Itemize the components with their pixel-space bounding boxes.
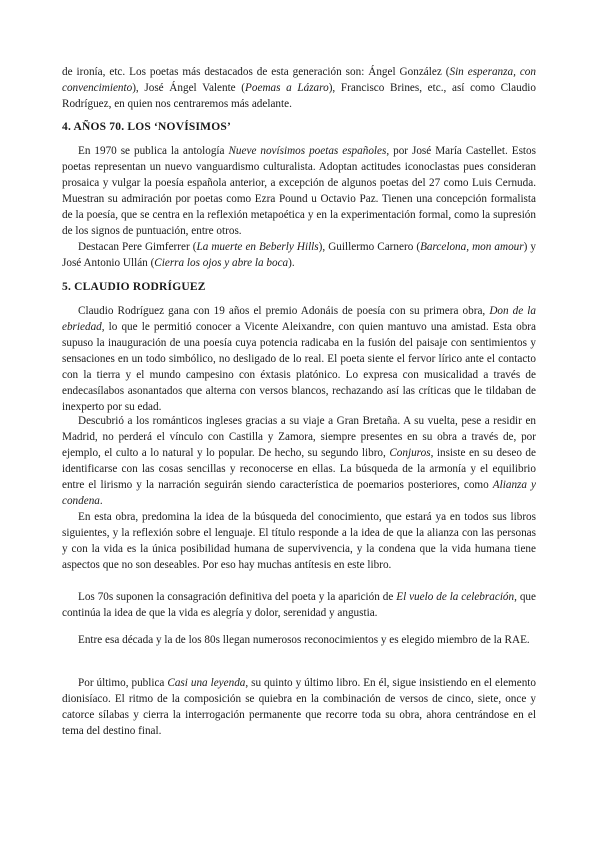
claudio-paragraph-2: Descubrió a los románticos ingleses gracias a su viaje a Gran Bretaña. A su vuelta, pese a residir en Madrid, no perderá el vínculo con Castilla y Zamora, siempre presentes en su obra a través de, por ejemplo, el culto a lo natural y lo popular. De hecho, su segundo libro, Conjuros, insiste en su deseo de identificarse con las cosas sencillas y reconocerse en ellas. La búsqueda de la armonía y el equilibrio entre el lirismo y la narración seguirán siendo característica de poemarios posteriores, como Alianza y condena. [62, 415, 537, 507]
claudio-paragraph-6: Por último, publica Casi una leyenda, su quinto y último libro. En él, sigue insistiendo en el elemento dionisíaco. El ritmo de la composición se quiebra en la combinación de versos de cinco, siete, once y catorce sílabas y cierra la interrogación permanente que recorre toda su obra, ahora centrándose en el tema del destino final. [62, 677, 537, 737]
claudio-paragraph-5: Entre esa década y la de los 80s llegan numerosos reconocimientos y es elegido miembro de la RAE. [78, 634, 530, 646]
novisimos-paragraph-2: Destacan Pere Gimferrer (La muerte en Beberly Hills), Guillermo Carnero (Barcelona, mon amour) y José Antonio Ullán (Cierra los ojos y abre la boca). [62, 241, 536, 269]
claudio-paragraph-4: Los 70s suponen la consagración definitiva del poeta y la aparición de El vuelo de la celebración, que continúa la idea de que la vida es alegría y dolor, serenidad y angustia. [62, 591, 536, 619]
novisimos-paragraph-1: En 1970 se publica la antología Nueve novísimos poetas españoles, por José María Castellet. Estos poetas representan un nuevo vanguardismo culturalista. Adoptan actitudes iconoclastas pues consideran prosaica y vulgar la poesía española anterior, a excepción de algunos poetas del 27 como Luis Cernuda. Muestran su admiración por poetas como Ezra Pound u Octavio Paz. Tienen una concepción formalista de la poesía, que se centra en la reflexión metapoética y en la experimentación formal, como la supresión de los signos de puntuación, entre otros. [62, 145, 536, 237]
section-heading-claudio-rodriguez: 5. CLAUDIO RODRÍGUEZ [62, 281, 206, 293]
section-heading-novisimos: 4. AÑOS 70. LOS ‘NOVÍSIMOS’ [62, 121, 231, 133]
claudio-paragraph-1: Claudio Rodríguez gana con 19 años el premio Adonáis de poesía con su primera obra, Don de la ebriedad, lo que le permitió conocer a Vicente Aleixandre, con quien mantuvo una amistad. Esta obra supuso la inauguración de una poesía cuya potencia radicaba en la fusión del paisaje con sentimientos y sensaciones en un todo simbólico, no desligado de lo real. El poeta siente el fervor lírico ante el contacto con la tierra y el mundo campesino con éxtasis platónico. Lo expresa con musicalidad a través de endecasílabos asonantados que alterna con versos blancos, rechazando así las críticas que le tildaban de inexperto por su edad. [62, 305, 536, 413]
claudio-paragraph-3: En esta obra, predomina la idea de la búsqueda del conocimiento, que estará ya en todos sus libros siguientes, y la reflexión sobre el lenguaje. El título responde a la idea de que la alianza con las personas y con la vida es la única posibilidad humana de supervivencia, y la condena que la vida humana tiene aspectos que no son deseables. Por eso hay muchas antítesis en este libro. [62, 511, 536, 571]
intro-paragraph: de ironía, etc. Los poetas más destacados de esta generación son: Ángel González (Sin esperanza, con convencimiento), José Ángel Valente (Poemas a Lázaro), Francisco Brines, etc., así como Claudio Rodríguez, en quien nos centraremos más adelante. [62, 66, 537, 110]
